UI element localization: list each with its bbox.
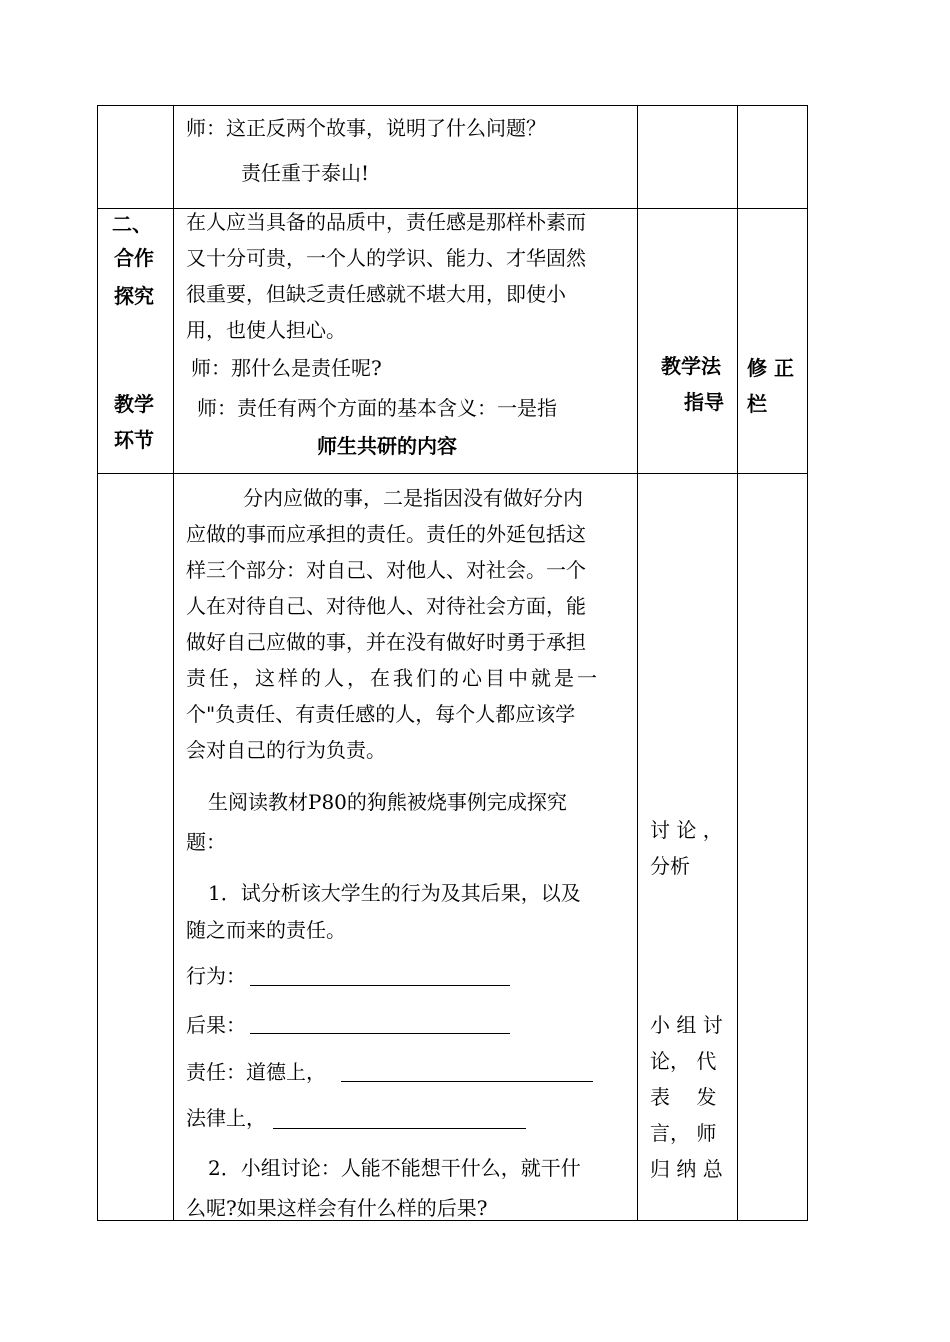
content-line-4: 用，也使人担心。 [186, 318, 346, 342]
question-1-line-2: 随之而来的责任。 [186, 918, 346, 942]
method-header-line-2: 指导 [684, 390, 724, 414]
responsibility-slogan: 责任重于泰山! [241, 161, 370, 185]
question-1-line-1: 1．试分析该大学生的行为及其后果，以及 [208, 881, 581, 905]
content-line-1: 在人应当具备的品质中，责任感是那样朴素而 [186, 210, 586, 234]
paragraph-line-4: 人在对待自己、对待他人、对待社会方面，能 [186, 594, 586, 618]
section-label-line-3: 探究 [114, 284, 154, 308]
paragraph-line-7: 个"负责任、有责任感的人，每个人都应该学 [186, 702, 576, 726]
reading-task-line-1: 生阅读教材P80的狗熊被烧事例完成探究 [208, 790, 567, 814]
consequence-answer-line[interactable] [250, 1033, 510, 1034]
consequence-label: 后果： [186, 1013, 246, 1037]
method-note-1-line-2: 分析 [650, 854, 690, 878]
method-header-line-1: 教学法 [661, 354, 721, 378]
stage-label-line-2: 环节 [114, 428, 154, 452]
content-line-3: 很重要，但缺乏责任感就不堪大用，即使小 [186, 282, 566, 306]
section-label-line-2: 合作 [114, 246, 154, 270]
row-divider-2 [97, 473, 808, 474]
moral-responsibility-answer-line[interactable] [341, 1081, 593, 1082]
table-border-left [97, 105, 98, 1221]
teacher-question: 师：这正反两个故事，说明了什么问题？ [186, 116, 546, 140]
method-note-2-line-1: 小 组 讨 [650, 1013, 723, 1037]
content-line-5: 师：那什么是责任呢? [191, 356, 382, 380]
section-label-line-1: 二、 [112, 212, 152, 236]
method-note-2-line-2: 论， 代 [650, 1049, 717, 1073]
table-border-top [97, 105, 808, 106]
paragraph-line-8: 会对自己的行为负责。 [186, 738, 386, 762]
question-2-line-1: 2．小组讨论：人能不能想干什么，就干什 [208, 1156, 581, 1180]
behavior-answer-line[interactable] [250, 985, 510, 986]
reading-task-line-2: 题： [186, 830, 226, 854]
method-note-2-line-4: 言， 师 [650, 1121, 717, 1145]
paragraph-line-3: 样三个部分：对自己、对他人、对社会。一个 [186, 558, 586, 582]
revision-header-line-2: 栏 [747, 392, 767, 416]
method-note-1-line-1: 讨 论 ， [650, 818, 723, 842]
paragraph-line-6: 责任，这样的人，在我们的心目中就是一 [186, 666, 600, 690]
moral-responsibility-label: 责任：道德上， [186, 1060, 326, 1084]
content-line-2: 又十分可贵，一个人的学识、能力、才华固然 [186, 246, 586, 270]
behavior-label: 行为： [186, 964, 246, 988]
stage-label-line-1: 教学 [114, 392, 154, 416]
column-divider-1 [173, 105, 174, 1221]
revision-header-line-1: 修 正 [747, 356, 794, 380]
paragraph-line-2: 应做的事而应承担的责任。责任的外延包括这 [186, 522, 586, 546]
paragraph-line-5: 做好自己应做的事，并在没有做好时勇于承担 [186, 630, 586, 654]
question-2-line-2: 么呢?如果这样会有什么样的后果? [186, 1196, 488, 1220]
legal-responsibility-answer-line[interactable] [273, 1128, 526, 1129]
content-column-header: 师生共研的内容 [317, 434, 457, 458]
method-note-2-line-3: 表 发 [650, 1085, 717, 1109]
legal-responsibility-label: 法律上， [186, 1106, 266, 1130]
content-line-6: 师：责任有两个方面的基本含义：一是指 [197, 396, 557, 420]
table-border-right [807, 105, 808, 1221]
paragraph-line-1: 分内应做的事，二是指因没有做好分内 [243, 486, 583, 510]
column-divider-3 [737, 105, 738, 1221]
method-note-2-line-5: 归 纳 总 [650, 1157, 723, 1181]
column-divider-2 [637, 105, 638, 1221]
